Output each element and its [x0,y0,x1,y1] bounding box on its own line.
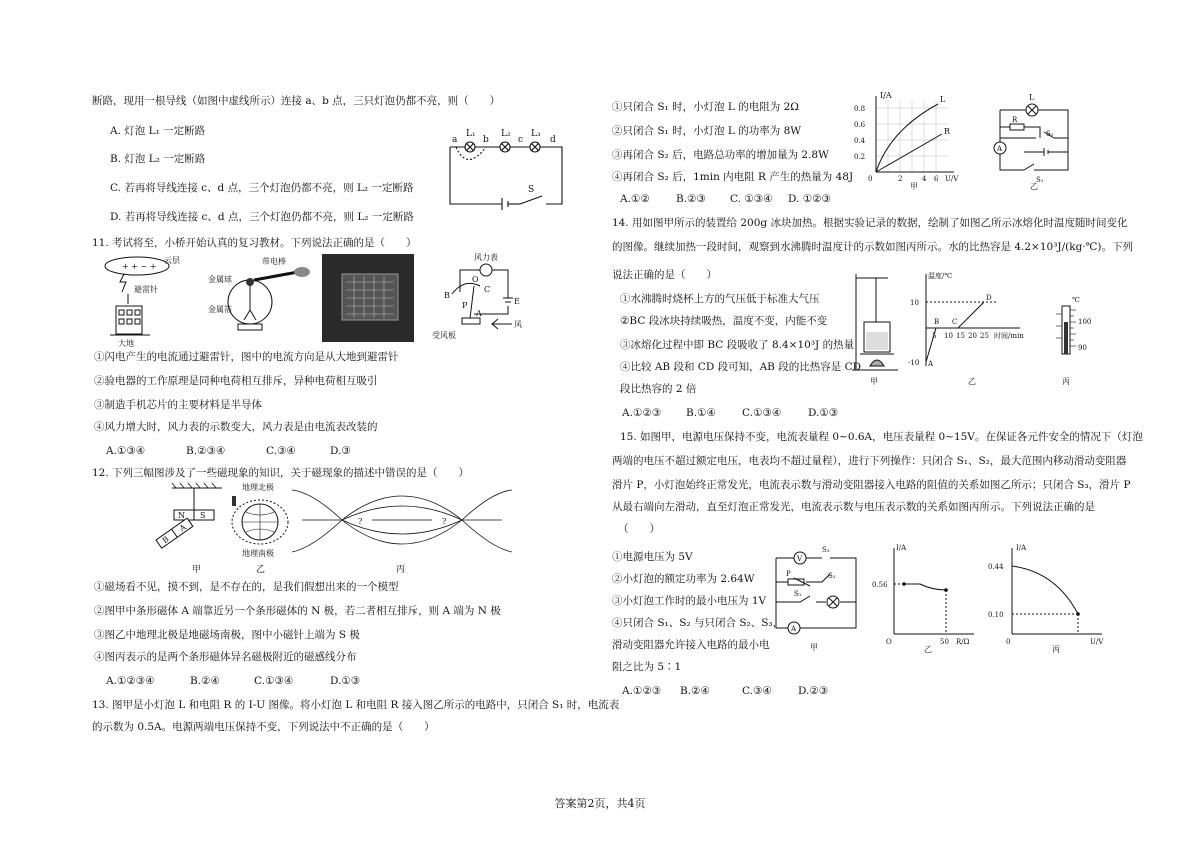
q15-circuit-S1: S₁ [794,590,802,598]
q15-bing-xlabel: U/V [1090,638,1104,646]
q15-answer-a: A.①②③ [622,685,662,697]
q13-answer-b: B.②③ [676,193,706,205]
q15-stem-line-4: 从最右端向左滑动，直至灯泡正常发光，电流表示数与电压表示数的关系如图丙所示。下列说法正确的是 [612,501,1095,513]
q12-q1-label: ? [358,517,363,526]
q14-answer-a: A.①②③ [622,407,662,419]
q15-bing-y044: 0.44 [988,563,1004,571]
q13-graph-L: L [940,95,946,104]
q11-B-label: B [444,291,450,300]
q14-caption-yi: 乙 [968,377,976,386]
q11-board-label: 受风板 [432,331,456,340]
q10-option-b: B. 灯泡 L₂ 一定断路 [110,153,206,165]
q15-stem-line-5: （ ） [618,523,660,535]
q15-item-1: ①电源电压为 5V [612,551,693,563]
q15-yi-ylabel: I/A [896,544,907,552]
lightning-rod-figure [105,256,180,348]
q14-therm-100: 100 [1078,318,1092,326]
q13-stem-line-1: 13. 图甲是小灯泡 L 和电阻 R 的 I-U 图像。将小灯泡 L 和电阻 R 接入图乙所示的电路中，只闭合 S₁ 时，电流表 [92,699,620,711]
q13-graph-ytick-08: 0.8 [854,105,866,113]
electroscope-figure [208,256,310,330]
q10-label-l1: L₁ [466,129,476,139]
q11-rod-label: 避雷针 [134,285,158,294]
q13-graph-caption: 甲 [910,182,918,190]
q14-answer-b: B.①④ [686,407,716,419]
q10-label-b: b [483,135,489,145]
bar-magnets-figure [156,483,222,575]
q15-circuit-P: P [786,570,791,578]
q14-answer-c: C.①③④ [742,407,782,419]
q11-item-2: ②验电器的工作原理是同种电荷相互排斥，异种电荷相互吸引 [94,375,378,387]
q15-circuit-V: V [797,555,803,563]
q15-circuit-S3: S₃ [822,546,830,554]
q15-item-4: ④只闭合 S₁、S₂ 与只闭合 S₂、S₃， [612,617,784,629]
q13-item-1: ①只闭合 S₁ 时，小灯泡 L 的电阻为 2Ω [612,101,799,113]
q11-answer-c: C.③④ [266,445,296,457]
q14-item-4: ④比较 AB 段和 CD 段可知，AB 段的比热容是 CD [620,361,862,373]
q14-graph-x15: 15 [956,332,965,340]
q14-graph-D: D [986,294,992,302]
q13-item-3: ③再闭合 S₂ 后，电路总功率的增加量为 2.8W [612,149,829,161]
q10-label-s: S [528,185,535,195]
q14-item-1: ①水沸腾时烧杯上方的气压低于标准大气压 [620,293,820,305]
q12-figures [132,482,572,578]
q10-option-a: A. 灯泡 L₁ 一定断路 [110,125,206,137]
q12-answer-a: A.①②③④ [106,675,155,687]
q15-yi-xlabel: R/Ω [956,638,970,646]
q15-bing-ylabel: I/A [1016,544,1027,552]
q14-caption-jia: 甲 [870,377,878,386]
q13-graph-ytick-02: 0.2 [854,153,866,161]
q14-graph-C: C [952,318,958,326]
q13-circuit-S1: S₁ [1036,176,1044,184]
q14-item-3: ③冰熔化过程中即 BC 段吸收了 8.4×10³J 的热量 [620,339,855,351]
q13-graph-xlabel: U/V [945,175,959,183]
q12-caption-bing: 丙 [396,565,406,575]
q13-graph-origin: 0 [868,175,873,183]
q13-circuit [984,90,1084,190]
q14-graph-B: B [934,318,940,326]
q10-label-d: d [550,135,556,145]
q12-B-label: B [160,534,171,546]
field-lines-figure [292,490,512,552]
q14-therm-90: 90 [1078,344,1087,352]
q11-metal-foil-label: 金属箔 [208,305,232,314]
q11-E-label: E [514,297,520,306]
q13-graph-xtick-6: 6 [934,175,939,183]
q14-temp-graph [908,271,1024,386]
q11-charged-rod-label: 带电棒 [262,257,286,266]
q15-bing-origin: 0 [1006,638,1011,646]
q15-stem-line-1: 15. 如图甲，电源电压保持不变，电流表量程 0~0.6A，电压表量程 0~15V。在保证各元件安全的情况下（灯泡 [620,431,1143,443]
q13-circuit-R: R [1012,116,1018,124]
q12-north-label: 地理北极 [242,483,274,492]
q12-south-label: 地理南极 [242,549,274,558]
q12-N-label: N [178,511,185,520]
q14-answer-d: D.①③ [808,407,839,419]
q15-yi-caption: 乙 [924,645,932,654]
q14-graph-yneg: -10 [908,359,920,367]
q13-answer-a: A.①② [620,193,650,205]
q10-option-d: D. 若再将导线连接 c、d 点，三个灯泡仍都不亮，则 L₂ 一定断路 [110,211,414,223]
q14-graph-x10: 10 [944,332,953,340]
q11-answer-a: A.①③④ [106,445,146,457]
q13-circuit-A: A [997,145,1003,153]
page-footer: 答案第2页，共4页 [554,797,646,810]
q14-stem-line-1: 14. 用如图甲所示的装置给 200g 冰块加热。根据实验记录的数据，绘制了如图乙所示冰熔化时温度随时间变化 [612,217,1128,229]
q14-graph-y10: 10 [910,299,919,307]
q14-item-2: ②BC 段冰块持续吸热，温度不变，内能不变 [620,315,828,327]
q13-answer-c: C. ①③④ [730,193,773,205]
q14-graph-x25: 25 [980,332,989,340]
q12-A-label: A [177,522,188,534]
q13-circuit-L: L [1029,93,1035,102]
q11-O-label: O [472,275,479,284]
q12-item-1: ①磁场看不见，摸不到，是不存在的，是我们假想出来的一个模型 [94,581,399,593]
q11-C-label: C [484,285,491,294]
q11-answer-b: B.②③④ [186,445,226,457]
q12-answer-b: B.②④ [190,675,220,687]
q11-cloud-label: 云层 [164,256,180,265]
q13-stem-line-2: 的示数为 0.5A。电源两端电压保持不变，下列说法中不正确的是（ ） [92,721,435,733]
q10-label-l2: L₂ [501,129,511,139]
q12-caption-jia: 甲 [192,565,202,575]
q14-thermometer [1056,296,1091,386]
q12-answer-c: C.①③④ [254,675,294,687]
q12-S-label: S [200,511,206,520]
q11-wind-meter-label: 风力表 [474,253,498,262]
q11-A-label: A [476,309,482,318]
q10-stem-end: 断路，现用一根导线（如图中虚线所示）连接 a、b 点，三只灯泡仍都不亮，则（ ） [92,95,501,107]
q11-answer-d: D.③ [330,445,351,457]
q14-graph-xlabel: 时间/min [994,332,1024,340]
wind-meter-figure [432,252,522,340]
q12-item-2: ②图甲中条形磁体 A 端靠近另一个条形磁体的 N 极，若二者相互排斥，则 A 端为 N 极 [94,605,501,617]
q11-stem: 11. 考试将至，小桥开始认真的复习教材。下列说法正确的是（ ） [92,237,417,249]
q14-stem-line-2: 的图像。继续加热一段时间，观察到水沸腾时温度计的示数如图丙所示。水的比热容是 4.2×10³J/(kg·℃)。下列 [612,241,1134,253]
q15-yi-x50: 50 [940,638,949,646]
chip-photo [322,254,414,342]
q11-ground-label: 大地 [118,339,134,348]
q13-graph-ytick-06: 0.6 [854,121,866,129]
q12-answer-d: D.①③ [330,675,361,687]
q13-graph-R: R [944,127,951,136]
q15-yi-y056: 0.56 [872,581,888,589]
q15-stem-line-2: 两端的电压不超过额定电压，电表均不超过量程），进行下列操作：只闭合 S₁、S₂，最大范围内移动滑动变阻器 [612,455,1127,467]
q15-graph-bing [986,542,1112,654]
q12-stem: 12. 下列三幅图涉及了一些磁现象的知识，关于磁现象的描述中错误的是（ ） [92,467,470,479]
q15-circuit-S2: S₂ [828,572,836,580]
q15-circuit-caption: 甲 [810,643,818,652]
q13-item-4: ④再闭合 S₂ 后，1min 内电阻 R 产生的热量为 48J [612,171,854,183]
q15-bing-caption: 丙 [1052,645,1060,654]
q15-bing-y010: 0.10 [988,611,1004,619]
q11-item-4: ④风力增大时，风力表的示数变大，风力表是由电流表改装的 [94,421,378,433]
q13-graph-xtick-4: 4 [922,175,927,183]
heating-apparatus [852,274,898,386]
q11-metal-ball-label: 金属球 [208,275,232,284]
q15-item-4c: 阻之比为 5∶1 [612,661,682,673]
q13-graph-ytick-04: 0.4 [854,137,866,145]
q15-answer-d: D.②③ [798,685,829,697]
q13-graph-xtick-2: 2 [898,175,903,183]
q15-answer-b: B.②④ [680,685,710,697]
q13-answer-d: D. ①②③ [788,193,831,205]
q12-caption-yi: 乙 [256,565,266,575]
q10-label-a: a [452,135,458,145]
q12-item-4: ④图丙表示的是两个条形磁体异名磁极附近的磁感线分布 [94,651,357,663]
svg-text:+ + ~ +: + + ~ + [122,262,157,271]
q14-graph-x5: 5 [932,332,937,340]
q14-stem-line-3: 说法正确的是（ ） [612,269,717,281]
q15-item-4b: 滑动变阻器允许接入电路的最小电 [612,639,770,651]
q15-circuit-A: A [791,625,797,633]
q12-q2-label: ? [442,517,447,526]
q15-answer-c: C.③④ [742,685,772,697]
q14-graph-A: A [928,360,934,368]
q11-item-3: ③制造手机芯片的主要材料是半导体 [94,399,262,411]
q13-iu-graph [850,90,966,190]
q10-circuit-diagram [442,122,572,212]
earth-figure [232,482,288,575]
q14-item-4b: 段比热容的 2 倍 [620,383,697,395]
q10-label-c: c [518,135,524,145]
q15-item-3: ③小灯泡工作时的最小电压为 1V [612,595,767,607]
q12-item-3: ③图乙中地理北极是地磁场南极，图中小磁针上端为 S 极 [94,629,360,641]
q15-graph-yi [870,542,980,654]
q11-figures [102,252,552,350]
q13-circuit-S2: S₂ [1046,130,1054,138]
q14-therm-unit: ℃ [1072,296,1080,304]
q11-item-1: ①闪电产生的电流通过避雷针，图中的电流方向是从大地到避雷针 [94,351,399,363]
q10-label-l3: L₃ [531,129,541,139]
q14-graph-ylabel: 温度/℃ [928,272,953,280]
q11-P-label: P [462,301,468,310]
q13-circuit-caption: 乙 [1030,182,1038,190]
q15-yi-origin: O [886,638,892,646]
q14-caption-bing: 丙 [1062,377,1070,386]
q13-item-2: ②只闭合 S₁ 时，小灯泡 L 的功率为 8W [612,125,802,137]
q14-graph-x20: 20 [968,332,977,340]
q15-item-2: ②小灯泡的额定功率为 2.64W [612,573,755,585]
q15-circuit [770,542,866,654]
q14-figures [848,270,1122,390]
q13-graph-ylabel: I/A [880,91,892,100]
q11-wind-label: 风 [514,320,522,329]
q15-stem-line-3: 滑片 P，小灯泡始终正常发光，电流表示数与滑动变阻器接入电路的阻值的关系如图乙所示；只闭合 S₃，滑片 P [612,479,1131,491]
q10-option-c: C. 若再将导线连接 c、d 点，三个灯泡仍都不亮，则 L₂ 一定断路 [110,182,414,194]
